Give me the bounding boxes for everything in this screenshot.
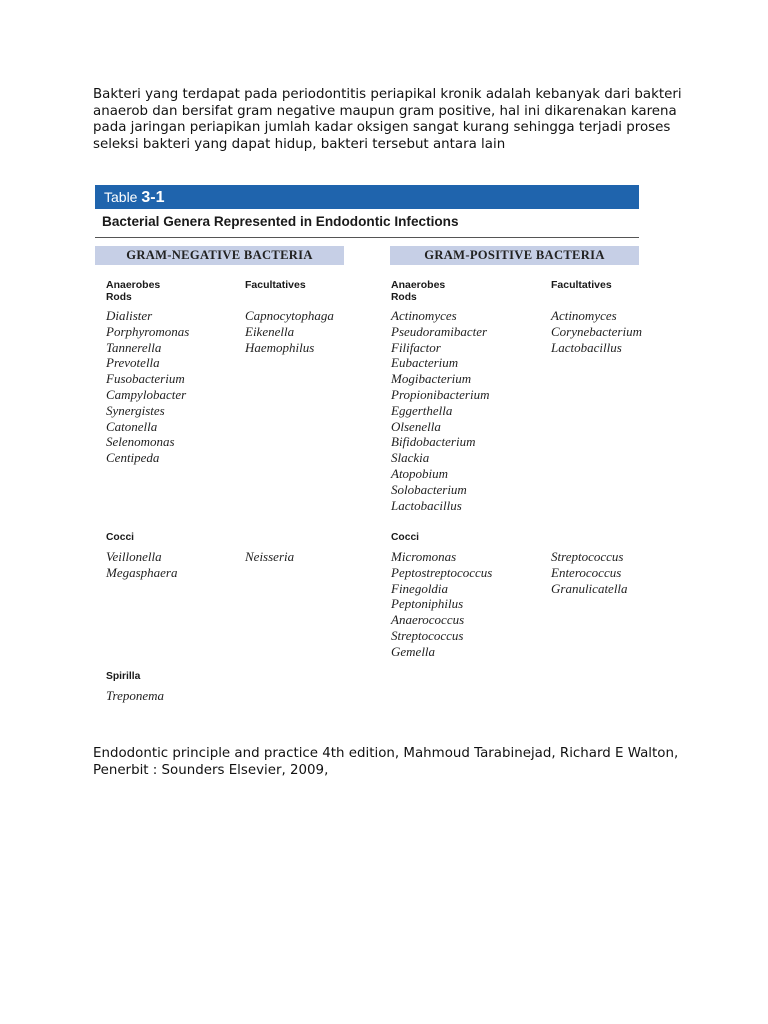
genus-list: [245, 549, 294, 565]
genus-item: Megasphaera: [106, 564, 178, 580]
genus-item: Finegoldia: [391, 580, 449, 596]
reference-citation: Endodontic principle and practice 4th edition, Mahmoud Tarabinejad, Richard E Walton, Penerbit : Sounders Elsevier, 2009,: [93, 746, 679, 778]
genus-item: Mogibacterium: [391, 371, 472, 387]
column-header-facultatives: Facultatives: [245, 279, 306, 291]
category-rods: Rods: [106, 292, 132, 303]
genus-item: Porphyromonas: [106, 323, 190, 339]
genus-item: Micromonas: [391, 549, 457, 564]
genus-item: Haemophilus: [245, 339, 315, 355]
genus-item: Corynebacterium: [551, 323, 642, 339]
genus-item: Slackia: [391, 450, 430, 466]
category-rods: Rods: [391, 292, 417, 303]
gram-negative-heading: GRAM-NEGATIVE BACTERIA: [95, 246, 344, 265]
genus-list: [551, 549, 628, 596]
intro-paragraph: Bakteri yang terdapat pada periodontitis periapikal kronik adalah kebanyak dari bakteri anaerob dan bersifat gram negative maupun gram positive, hal ini dikarenakan karena pada jaringan periapikan jumlah kadar oksigen sangat kurang sehingga terjadi proses seleksi bakteri yang dapat hidup, bakteri tersebut antara lain: [93, 87, 682, 152]
column-header-facultatives: Facultatives: [551, 279, 612, 291]
genus-item: Olsenella: [391, 418, 441, 434]
genus-item: Streptococcus: [551, 549, 624, 564]
genus-item: Neisseria: [245, 549, 295, 564]
genus-list: [245, 308, 334, 355]
genus-list: [106, 549, 178, 581]
gram-negative-facultatives-column: [245, 278, 334, 564]
genus-item: Capnocytophaga: [245, 308, 334, 323]
genus-list: [391, 308, 489, 513]
genus-item: Eubacterium: [391, 355, 459, 371]
genus-item: Campylobacter: [106, 386, 187, 402]
genus-item: Streptococcus: [391, 627, 464, 643]
genus-item: Propionibacterium: [391, 386, 490, 402]
genus-item: Actinomyces: [551, 308, 617, 323]
genus-list: [391, 549, 492, 660]
table-label: Table: [104, 189, 138, 205]
genus-item: Granulicatella: [551, 580, 628, 596]
category-cocci: Cocci: [106, 532, 135, 543]
genus-item: Peptoniphilus: [391, 596, 464, 612]
genus-item: Bifidobacterium: [391, 434, 476, 450]
table-title: Bacterial Genera Represented in Endodontic Infections: [102, 214, 459, 229]
gram-positive-heading: GRAM-POSITIVE BACTERIA: [390, 246, 639, 265]
gram-negative-anaerobes-column: [106, 278, 190, 703]
category-cocci: Cocci: [391, 532, 420, 543]
genus-item: Gemella: [391, 643, 436, 659]
genus-list: [551, 308, 642, 355]
genus-item: Dialister: [106, 308, 153, 323]
table-number: 3-1: [141, 189, 165, 206]
genus-item: Atopobium: [391, 465, 449, 481]
gram-positive-anaerobes-column: [391, 278, 493, 659]
genus-item: Selenomonas: [106, 434, 175, 450]
genus-item: Fusobacterium: [106, 371, 185, 387]
genus-item: Eggerthella: [391, 402, 453, 418]
genus-item: Catonella: [106, 418, 158, 434]
genus-item: Solobacterium: [391, 481, 467, 497]
genus-item: Centipeda: [106, 450, 160, 466]
table-header-bar: [95, 185, 639, 209]
bacteria-table-figure: [95, 185, 642, 715]
genus-item: Tannerella: [106, 339, 162, 355]
genus-item: Anaerococcus: [391, 612, 465, 628]
genus-item: Peptostreptococcus: [391, 564, 493, 580]
genus-item: Actinomyces: [391, 308, 457, 323]
title-divider: [95, 237, 639, 238]
genus-item: Veillonella: [106, 549, 162, 564]
genus-item: Prevotella: [106, 355, 160, 371]
genus-item: Eikenella: [245, 323, 295, 339]
genus-item: Filifactor: [391, 339, 441, 355]
genus-item: Synergistes: [106, 402, 165, 418]
genus-item: Lactobacillus: [551, 339, 622, 355]
genus-list: [106, 688, 164, 704]
genus-item: Lactobacillus: [391, 497, 462, 513]
genus-item: Treponema: [106, 688, 165, 703]
gram-positive-facultatives-column: [551, 278, 642, 596]
category-spirilla: Spirilla: [106, 671, 141, 682]
column-header-anaerobes: Anaerobes: [391, 279, 446, 291]
genus-item: Pseudoramibacter: [391, 323, 488, 339]
genus-item: Enterococcus: [551, 564, 622, 580]
column-header-anaerobes: Anaerobes: [106, 279, 161, 291]
genus-list: [106, 308, 189, 466]
